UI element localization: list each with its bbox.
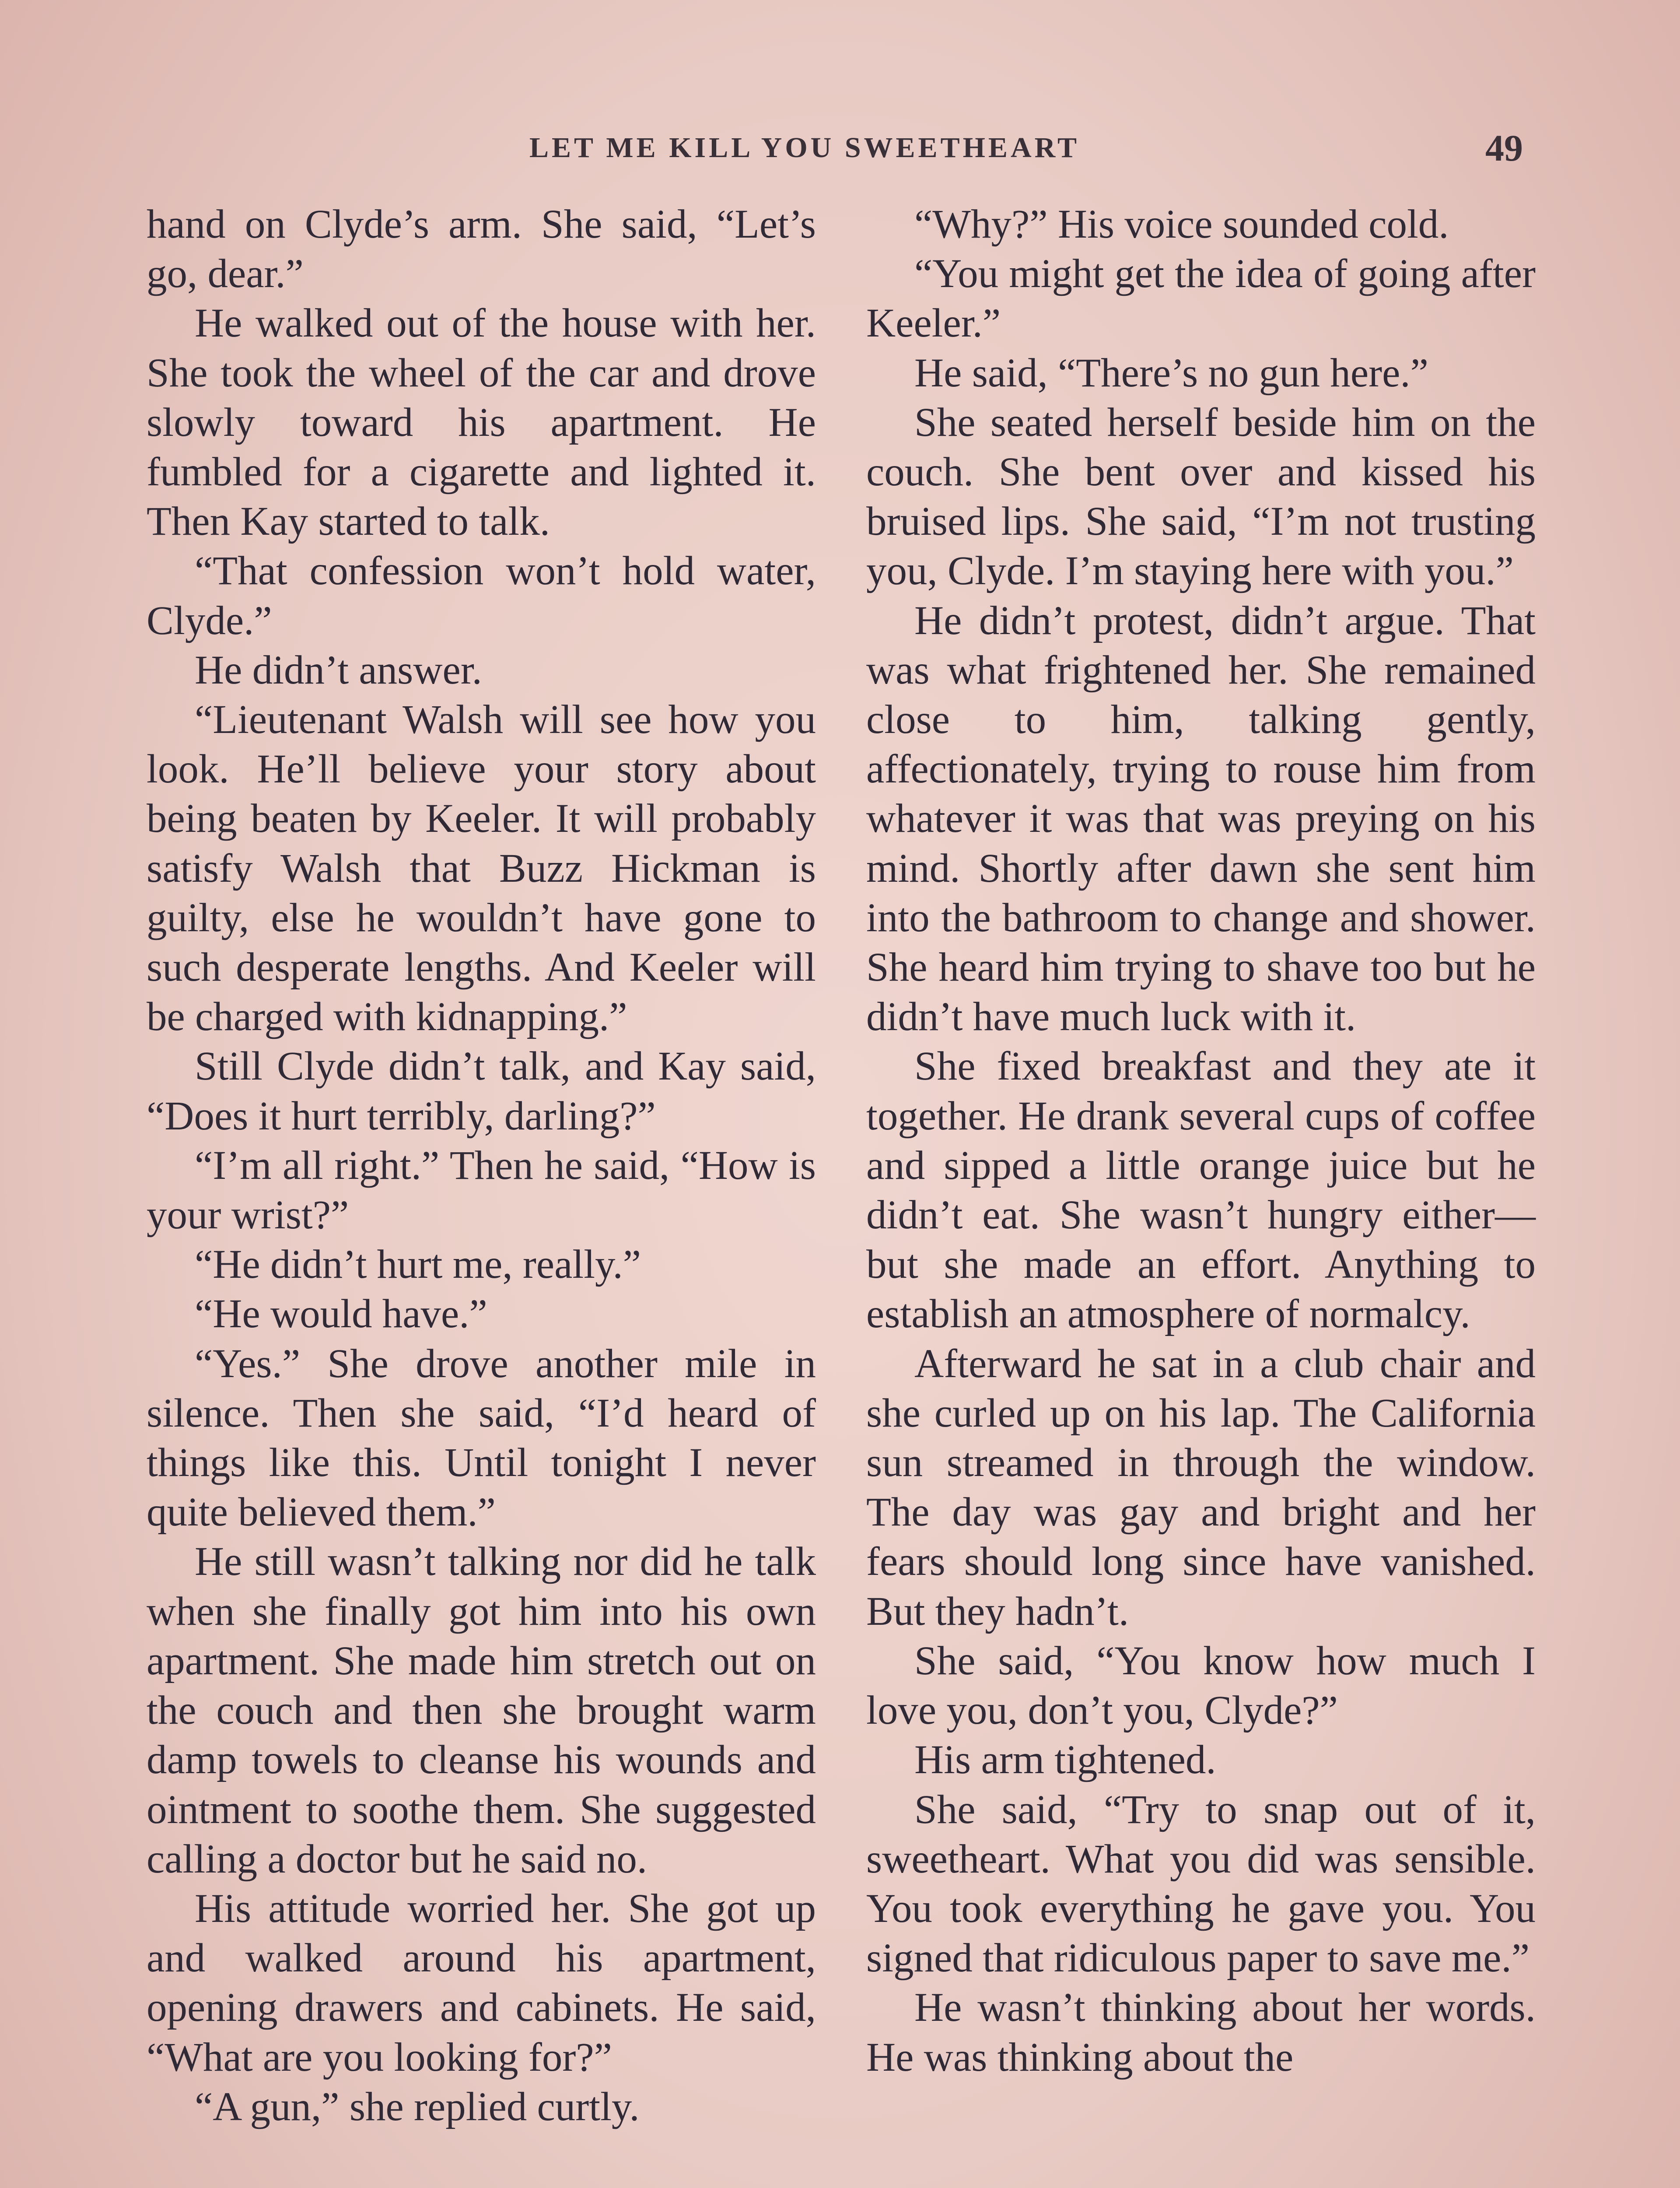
paragraph: His attitude worried her. She got up and walked around his apartment, opening drawers and cabinets. He said, “What are you looking for?” (147, 1886, 816, 2080)
paragraph: She fixed breakfast and they ate it together. He drank several cups of coffee and sipped a little orange juice but he didn’t eat. She wasn’t hungry either—but she made an effort. Anything to establish an atmosphere of normalcy. (866, 1044, 1536, 1337)
paragraph: He still wasn’t talking nor did he talk when she finally got him into his own apartment. She made him stretch out on the couch and then she brought warm damp towels to cleanse his wounds and ointment to soothe them. She suggested calling a doctor but he said no. (147, 1539, 816, 1882)
paragraph: Afterward he sat in a club chair and she curled up on his lap. The California sun streamed in through the window. The day was gay and bright and her fears should long since have vanished. But they hadn’t. (866, 1341, 1536, 1634)
paragraph: “Why?” His voice sounded cold. (914, 202, 1449, 247)
paragraph: Still Clyde didn’t talk, and Kay said, “Does it hurt terribly, darling?” (147, 1044, 816, 1139)
running-title: LET ME KILL YOU SWEETHEART (529, 132, 1080, 164)
page-number: 49 (1485, 127, 1523, 169)
paragraph: “He didn’t hurt me, really.” (195, 1242, 641, 1287)
left-column (147, 200, 816, 2132)
paragraph: His arm tightened. (914, 1737, 1216, 1783)
paragraph: He said, “There’s no gun here.” (914, 350, 1428, 396)
paragraph: “He would have.” (195, 1291, 487, 1337)
paragraph: “That confession won’t hold water, Clyde.” (147, 548, 816, 643)
paragraph: “Yes.” She drove another mile in silence. Then she said, “I’d heard of things like this. Until tonight I never quite believed them.” (147, 1341, 816, 1535)
paragraph: She said, “Try to snap out of it, sweetheart. What you did was sensible. You took everything he gave you. You signed that ridiculous paper to save me.” (866, 1787, 1536, 1981)
paragraph: He walked out of the house with her. She took the wheel of the car and drove slowly toward his apartment. He fumbled for a cigarette and lighted it. Then Kay started to talk. (147, 301, 816, 544)
right-column (866, 200, 1536, 2082)
paragraph: “Lieutenant Walsh will see how you look. He’ll believe your story about being beaten by Keeler. It will probably satisfy Walsh that Buzz Hickman is guilty, else he wouldn’t have gone to such desperate lengths. And Keeler will be charged with kidnapping.” (147, 697, 816, 1040)
paragraph: hand on Clyde’s arm. She said, “Let’s go, dear.” (147, 202, 816, 297)
running-head (0, 127, 1680, 175)
paragraph: She said, “You know how much I love you, don’t you, Clyde?” (866, 1638, 1536, 1733)
paragraph: “I’m all right.” Then he said, “How is your wrist?” (147, 1143, 816, 1238)
paragraph: He didn’t protest, didn’t argue. That was what frightened her. She remained close to him, talking gently, affectionately, trying to rouse him from whatever it was that was preying on his mind. Shortly after dawn she sent him into the bathroom to change and shower. She heard him trying to shave too but he didn’t have much luck with it. (866, 598, 1536, 1040)
paragraph: She seated herself beside him on the couch. She bent over and kissed his bruised lips. She said, “I’m not trusting you, Clyde. I’m staying here with you.” (866, 400, 1536, 594)
paragraph: He wasn’t thinking about her words. He was thinking about the (866, 1985, 1536, 2080)
paragraph: He didn’t answer. (195, 647, 482, 693)
paragraph: “You might get the idea of going after Keeler.” (866, 251, 1536, 346)
paragraph: “A gun,” she replied curtly. (195, 2084, 640, 2129)
